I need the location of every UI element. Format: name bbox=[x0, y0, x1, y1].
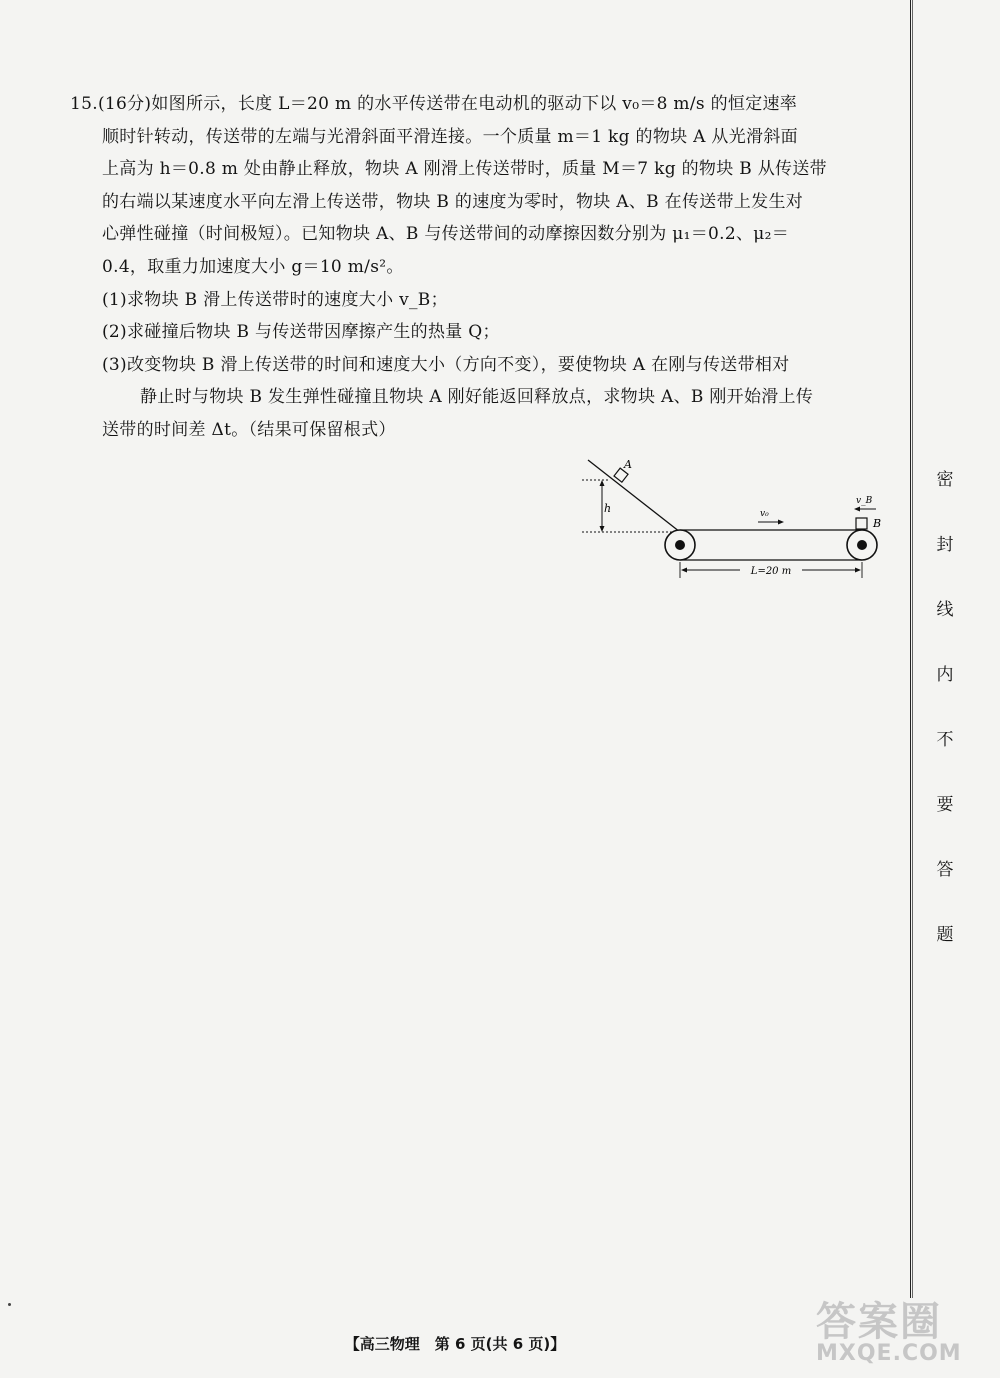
label-v0: v₀ bbox=[760, 509, 769, 519]
question-stem-line-6: 0.4，取重力加速度大小 g＝10 m/s²。 bbox=[102, 256, 404, 277]
label-b: B bbox=[873, 517, 882, 530]
label-l: L=20 m bbox=[750, 566, 792, 577]
label-a: A bbox=[624, 458, 632, 471]
left-roller bbox=[665, 530, 695, 560]
page-footer: 【高三物理 第 6 页(共 6 页)】 bbox=[344, 1335, 566, 1353]
right-roller bbox=[847, 530, 877, 560]
label-vb: v_B bbox=[856, 496, 873, 506]
subquestion-1: (1)求物块 B 滑上传送带时的速度大小 v_B； bbox=[102, 289, 448, 310]
question-stem-line-1: 15.(16分)如图所示，长度 L＝20 m 的水平传送带在电动机的驱动下以 v₀＝8 m/s 的恒定速率 bbox=[70, 94, 798, 114]
seal-char: 答 bbox=[936, 860, 954, 880]
subquestion-3-line-3: 送带的时间差 Δt。（结果可保留根式） bbox=[102, 419, 396, 440]
subquestion-3-line-2: 静止时与物块 B 发生弹性碰撞且物块 A 刚好能返回释放点，求物块 A、B 刚开始滑上传 bbox=[140, 387, 814, 408]
watermark-url: MXQE.COM bbox=[816, 1341, 962, 1366]
seal-char: 题 bbox=[936, 925, 954, 945]
seal-warning bbox=[920, 465, 970, 985]
watermark bbox=[816, 1290, 996, 1370]
seal-char: 要 bbox=[936, 795, 954, 815]
question-15 bbox=[70, 88, 890, 447]
block-b bbox=[856, 518, 867, 529]
seal-char: 封 bbox=[936, 535, 954, 555]
seal-char: 密 bbox=[936, 470, 954, 490]
seal-line-inner bbox=[912, 0, 913, 1298]
question-stem-line-5: 心弹性碰撞（时间极短）。已知物块 A、B 与传送带间的动摩擦因数分别为 μ₁＝0.2、μ₂＝ bbox=[102, 224, 790, 245]
subquestion-3-line-1: (3)改变物块 B 滑上传送带的时间和速度大小（方向不变），要使物块 A 在刚与传送带相对 bbox=[102, 354, 790, 375]
conveyor-diagram bbox=[580, 452, 890, 582]
seal-char: 线 bbox=[936, 600, 954, 620]
stray-mark bbox=[8, 1303, 11, 1306]
question-stem-line-3: 上高为 h＝0.8 m 处由静止释放，物块 A 刚滑上传送带时，质量 M＝7 kg 的物块 B 从传送带 bbox=[102, 159, 827, 180]
question-stem-line-2: 顺时针转动，传送带的左端与光滑斜面平滑连接。一个质量 m＝1 kg 的物块 A 从光滑斜面 bbox=[102, 126, 798, 147]
seal-char: 内 bbox=[936, 665, 954, 685]
seal-line bbox=[910, 0, 911, 1298]
label-h: h bbox=[604, 502, 612, 515]
question-stem-line-4: 的右端以某速度水平向左滑上传送带，物块 B 的速度为零时，物块 A、B 在传送带上发生对 bbox=[102, 191, 804, 212]
watermark-logo: 答案圈 bbox=[816, 1299, 942, 1345]
seal-char: 不 bbox=[936, 730, 954, 750]
subquestion-2: (2)求碰撞后物块 B 与传送带因摩擦产生的热量 Q； bbox=[102, 322, 500, 343]
